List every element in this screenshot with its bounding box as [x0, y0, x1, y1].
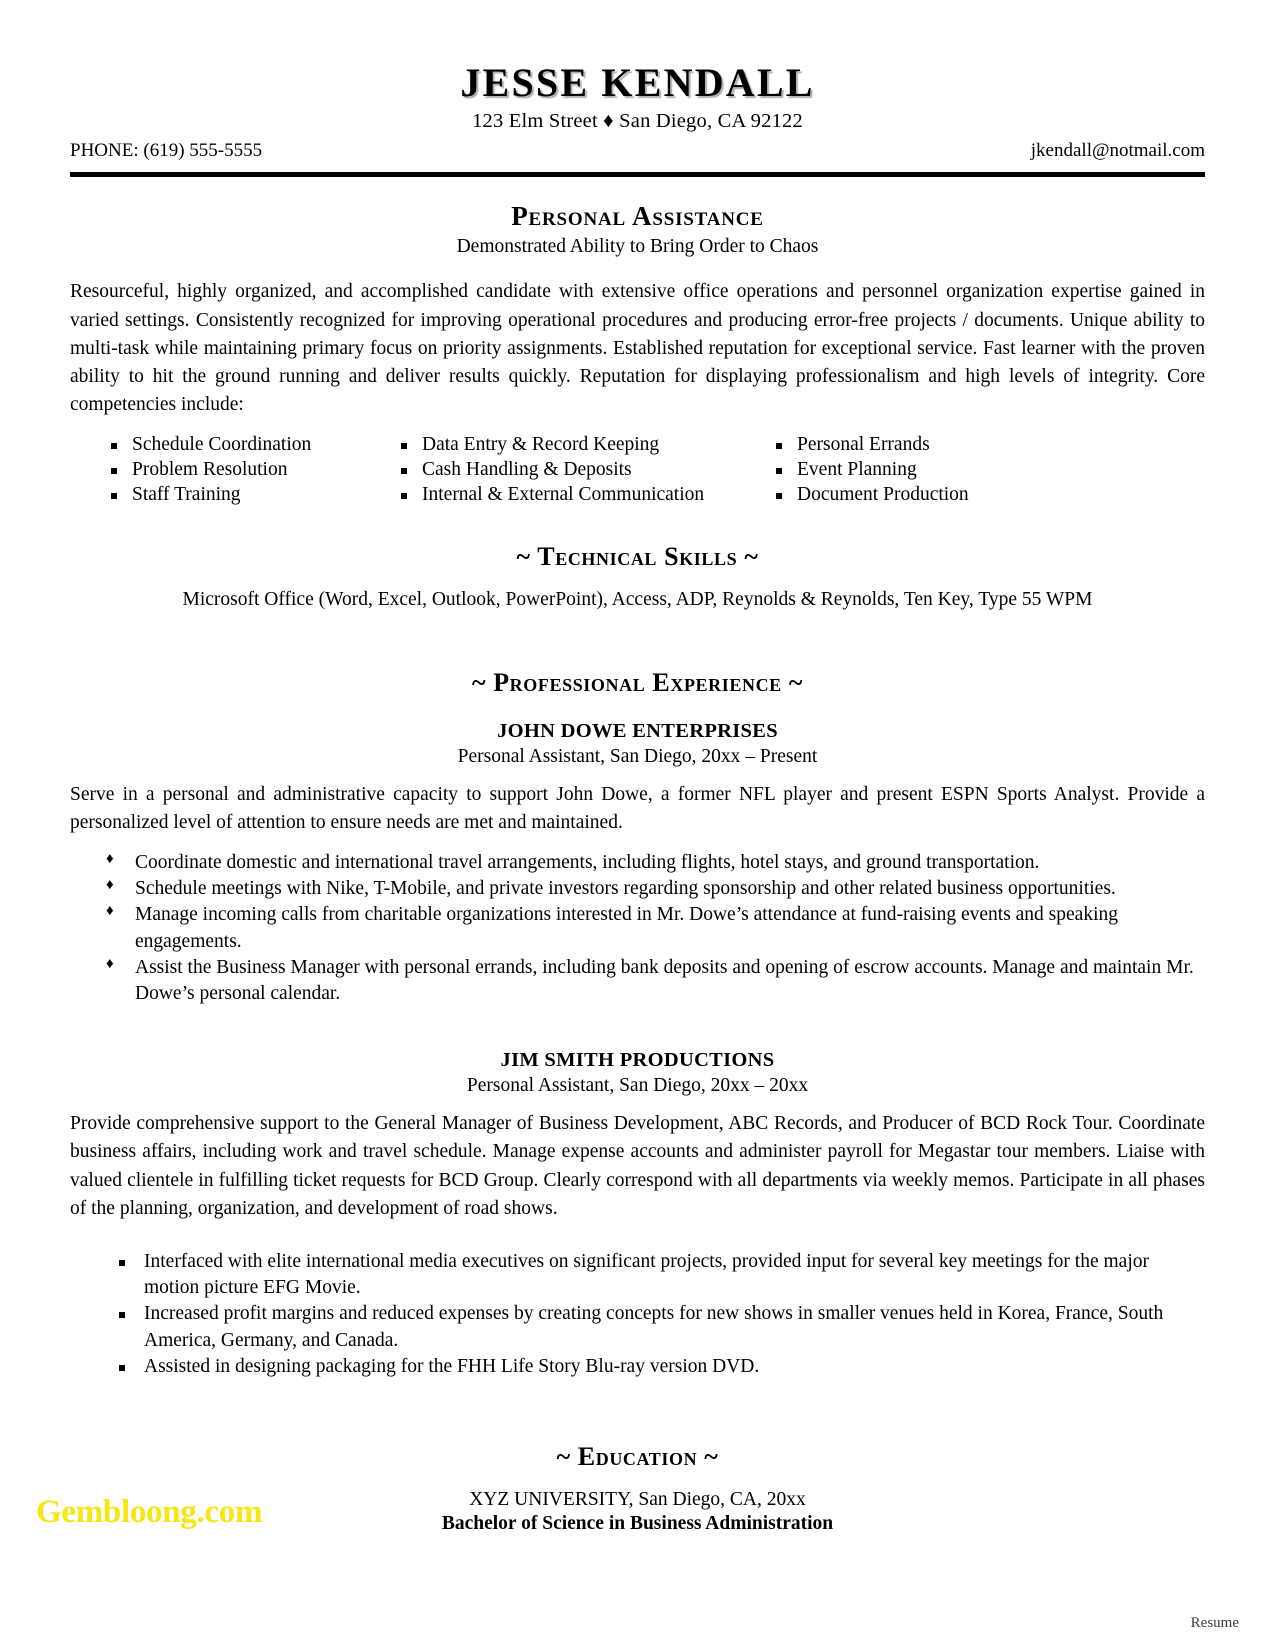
header-divider: [70, 172, 1205, 177]
technical-skills-content: Microsoft Office (Word, Excel, Outlook, PowerPoint), Access, ADP, Reynolds & Reynolds, Ten Key, Type 55 WPM: [182, 588, 1093, 610]
job-title-location-dates: Personal Assistant, San Diego, 20xx – Present: [457, 745, 818, 767]
section-heading-professional-experience: ~ Professional Experience ~: [471, 667, 803, 697]
page-tagline: Demonstrated Ability to Bring Order to Chaos: [456, 236, 819, 258]
competency-item: Schedule Coordination: [108, 433, 398, 458]
candidate-name: JESSE KENDALL: [460, 60, 815, 105]
job-bullet: ♦ Assist the Business Manager with personal errands, including bank deposits and opening of escrow accounts. Manage and maintain Mr. Dowe’s personal calendar.: [106, 955, 1205, 1007]
competency-item: Event Planning: [773, 458, 1205, 483]
competency-item: Problem Resolution: [108, 458, 398, 483]
job-bullet: ♦ Schedule meetings with Nike, T-Mobile, and private investors regarding sponsorship and other related business opportunities.: [106, 876, 1205, 902]
section-heading-technical-skills: ~ Technical Skills ~: [516, 541, 759, 571]
job-bullet: Assisted in designing packaging for the FHH Life Story Blu-ray version DVD.: [115, 1354, 1205, 1380]
job-title-location-dates: Personal Assistant, San Diego, 20xx – 20xx: [466, 1075, 809, 1097]
job-bullet-list: [70, 1249, 1205, 1380]
job-bullet-list: [70, 850, 1205, 1007]
footer-label: Resume: [1190, 1615, 1239, 1631]
competency-item: Cash Handling & Deposits: [398, 458, 773, 483]
competency-item: Staff Training: [108, 483, 398, 508]
education-school: XYZ UNIVERSITY, San Diego, CA, 20xx: [469, 1488, 806, 1510]
core-competencies-grid: [70, 433, 1205, 507]
phone-text: PHONE: (619) 555-5555: [70, 140, 263, 162]
contact-row: [0, 140, 1275, 166]
job-description: Serve in a personal and administrative capacity to support John Dowe, a former NFL player and present ESPN Sports Analyst. Provide a personalized level of attention to ensure needs are met and maintained.: [70, 783, 1205, 833]
job-bullet: ♦ Manage incoming calls from charitable organizations interested in Mr. Dowe’s attendance at fund-raising events and speaking engagements.: [106, 902, 1205, 954]
competency-item: Document Production: [773, 483, 1205, 508]
competency-item: Personal Errands: [773, 433, 1205, 458]
job-company-name: JOHN DOWE ENTERPRISES: [497, 719, 778, 742]
section-heading-education: ~ Education ~: [556, 1441, 719, 1471]
page-title: Personal Assistance: [511, 201, 764, 232]
competency-item: Data Entry & Record Keeping: [398, 433, 773, 458]
job-bullet: Interfaced with elite international media executives on significant projects, provided input for several key meetings for the major motion picture EFG Movie.: [115, 1249, 1205, 1301]
candidate-address: 123 Elm Street ♦ San Diego, CA 92122: [472, 110, 803, 133]
job-description: Provide comprehensive support to the General Manager of Business Development, ABC Records, and Producer of BCD Rock Tour. Coordinate business affairs, including work and travel schedule. Manage expense accounts and administer payroll for Megastar tour members. Liaise with valued clientele in fulfilling ticket requests for BCD Group. Clearly correspond with all departments via weekly memos. Participate in all phases of the planning, organization, and development of road shows.: [70, 1113, 1205, 1219]
summary-paragraph: Resourceful, highly organized, and accomplished candidate with extensive office operations and personnel organization expertise gained in varied settings. Consistently recognized for improving operational procedures and producing error-free projects / documents. Unique ability to multi-task while maintaining primary focus on priority assignments. Established reputation for exceptional service. Fast learner with the proven ability to hit the ground running and deliver results quickly. Reputation for displaying professionalism and high levels of integrity. Core competencies include:: [70, 281, 1205, 416]
watermark-logo: Gembloong.com: [36, 1494, 263, 1530]
job-bullet: ♦ Coordinate domestic and international travel arrangements, including flights, hotel stays, and ground transportation.: [106, 850, 1205, 876]
job-company-name: JIM SMITH PRODUCTIONS: [500, 1049, 775, 1072]
resume-header: [0, 0, 1275, 177]
job-entry: [0, 720, 1275, 1008]
competency-item: Internal & External Communication: [398, 483, 773, 508]
email-text: jkendall@notmail.com: [1030, 140, 1205, 162]
education-degree: Bachelor of Science in Business Administration: [441, 1512, 834, 1534]
job-entry: [0, 1049, 1275, 1380]
job-bullet: Increased profit margins and reduced expenses by creating concepts for new shows in smaller venues held in Korea, France, South America, Germany, and Canada.: [115, 1301, 1205, 1353]
